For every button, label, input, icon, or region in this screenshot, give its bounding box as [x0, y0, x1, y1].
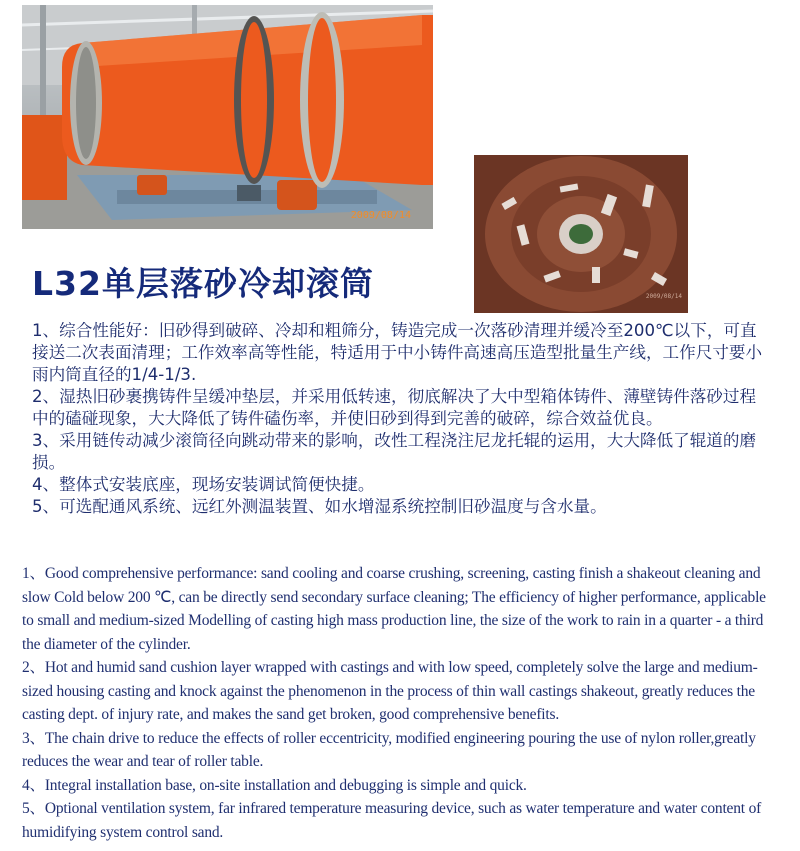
page-title: L32单层落砂冷却滚筒	[32, 264, 374, 303]
chinese-feature-3: 3、采用链传动减少滚筒径向跳动带来的影响，改性工程浇注尼龙托辊的运用，大大降低了辊道的磨损。	[32, 431, 757, 472]
english-feature-4: 4、Integral installation base, on-site installation and debugging is simple and quick.	[22, 776, 527, 794]
chinese-feature-5: 5、可选配通风系统、远红外测温装置、如水增湿系统控制旧砂温度与含水量。	[32, 497, 607, 516]
drum-interior-illustration	[474, 155, 688, 313]
drum-illustration	[22, 5, 433, 229]
photo-date-stamp: 2009/08/14	[350, 210, 411, 221]
english-features	[22, 562, 767, 844]
english-feature-5: 5、Optional ventilation system, far infrared temperature measuring device, such as water temperature and water content of humidifying system control sand.	[22, 800, 762, 841]
drum-interior-photo	[474, 155, 688, 313]
chinese-feature-1: 1、综合性能好：旧砂得到破碎、冷却和粗筛分，铸造完成一次落砂清理并缓冷至200℃以下，可直接送二次表面清理；工作效率高等性能，特适用于中小铸件高速高压造型批量生产线，工作尺寸要小雨内筒直径的1/4-1/3.	[32, 321, 763, 384]
interior-date-stamp: 2009/08/14	[645, 293, 682, 300]
english-feature-2: 2、Hot and humid sand cushion layer wrapped with castings and with low speed, completely solve the large and medium-sized housing casting and knock against the phenomenon in the process of thin wall castings shakeout, greatly reduces the casting dept. of injury rate, and makes the sand get broken, good comprehensive benefits.	[22, 659, 758, 723]
drum-photo	[22, 5, 433, 229]
chinese-feature-2: 2、湿热旧砂裹携铸件呈缓冲垫层，并采用低转速，彻底解决了大中型箱体铸件、薄壁铸件落砂过程中的磕碰现象，大大降低了铸件磕伤率，并使旧砂到得到完善的破碎，综合效益优良。	[32, 387, 757, 428]
english-feature-1: 1、Good comprehensive performance: sand cooling and coarse crushing, screening, casting finish a shakeout cleaning and slow Cold below 200 ℃, can be directly send secondary surface cleaning; The efficiency of higher performance, applicable to small and medium-sized Modelling of casting high mass production line, the size of the work to rain in a quarter - a third the diameter of the cylinder.	[22, 565, 766, 653]
english-feature-3: 3、The chain drive to reduce the effects of roller eccentricity, modified engineering pouring the use of nylon roller,greatly reduces the wear and tear of roller table.	[22, 729, 756, 770]
chinese-feature-4: 4、整体式安装底座，现场安装调试简便快捷。	[32, 475, 375, 494]
chinese-features	[32, 320, 772, 518]
